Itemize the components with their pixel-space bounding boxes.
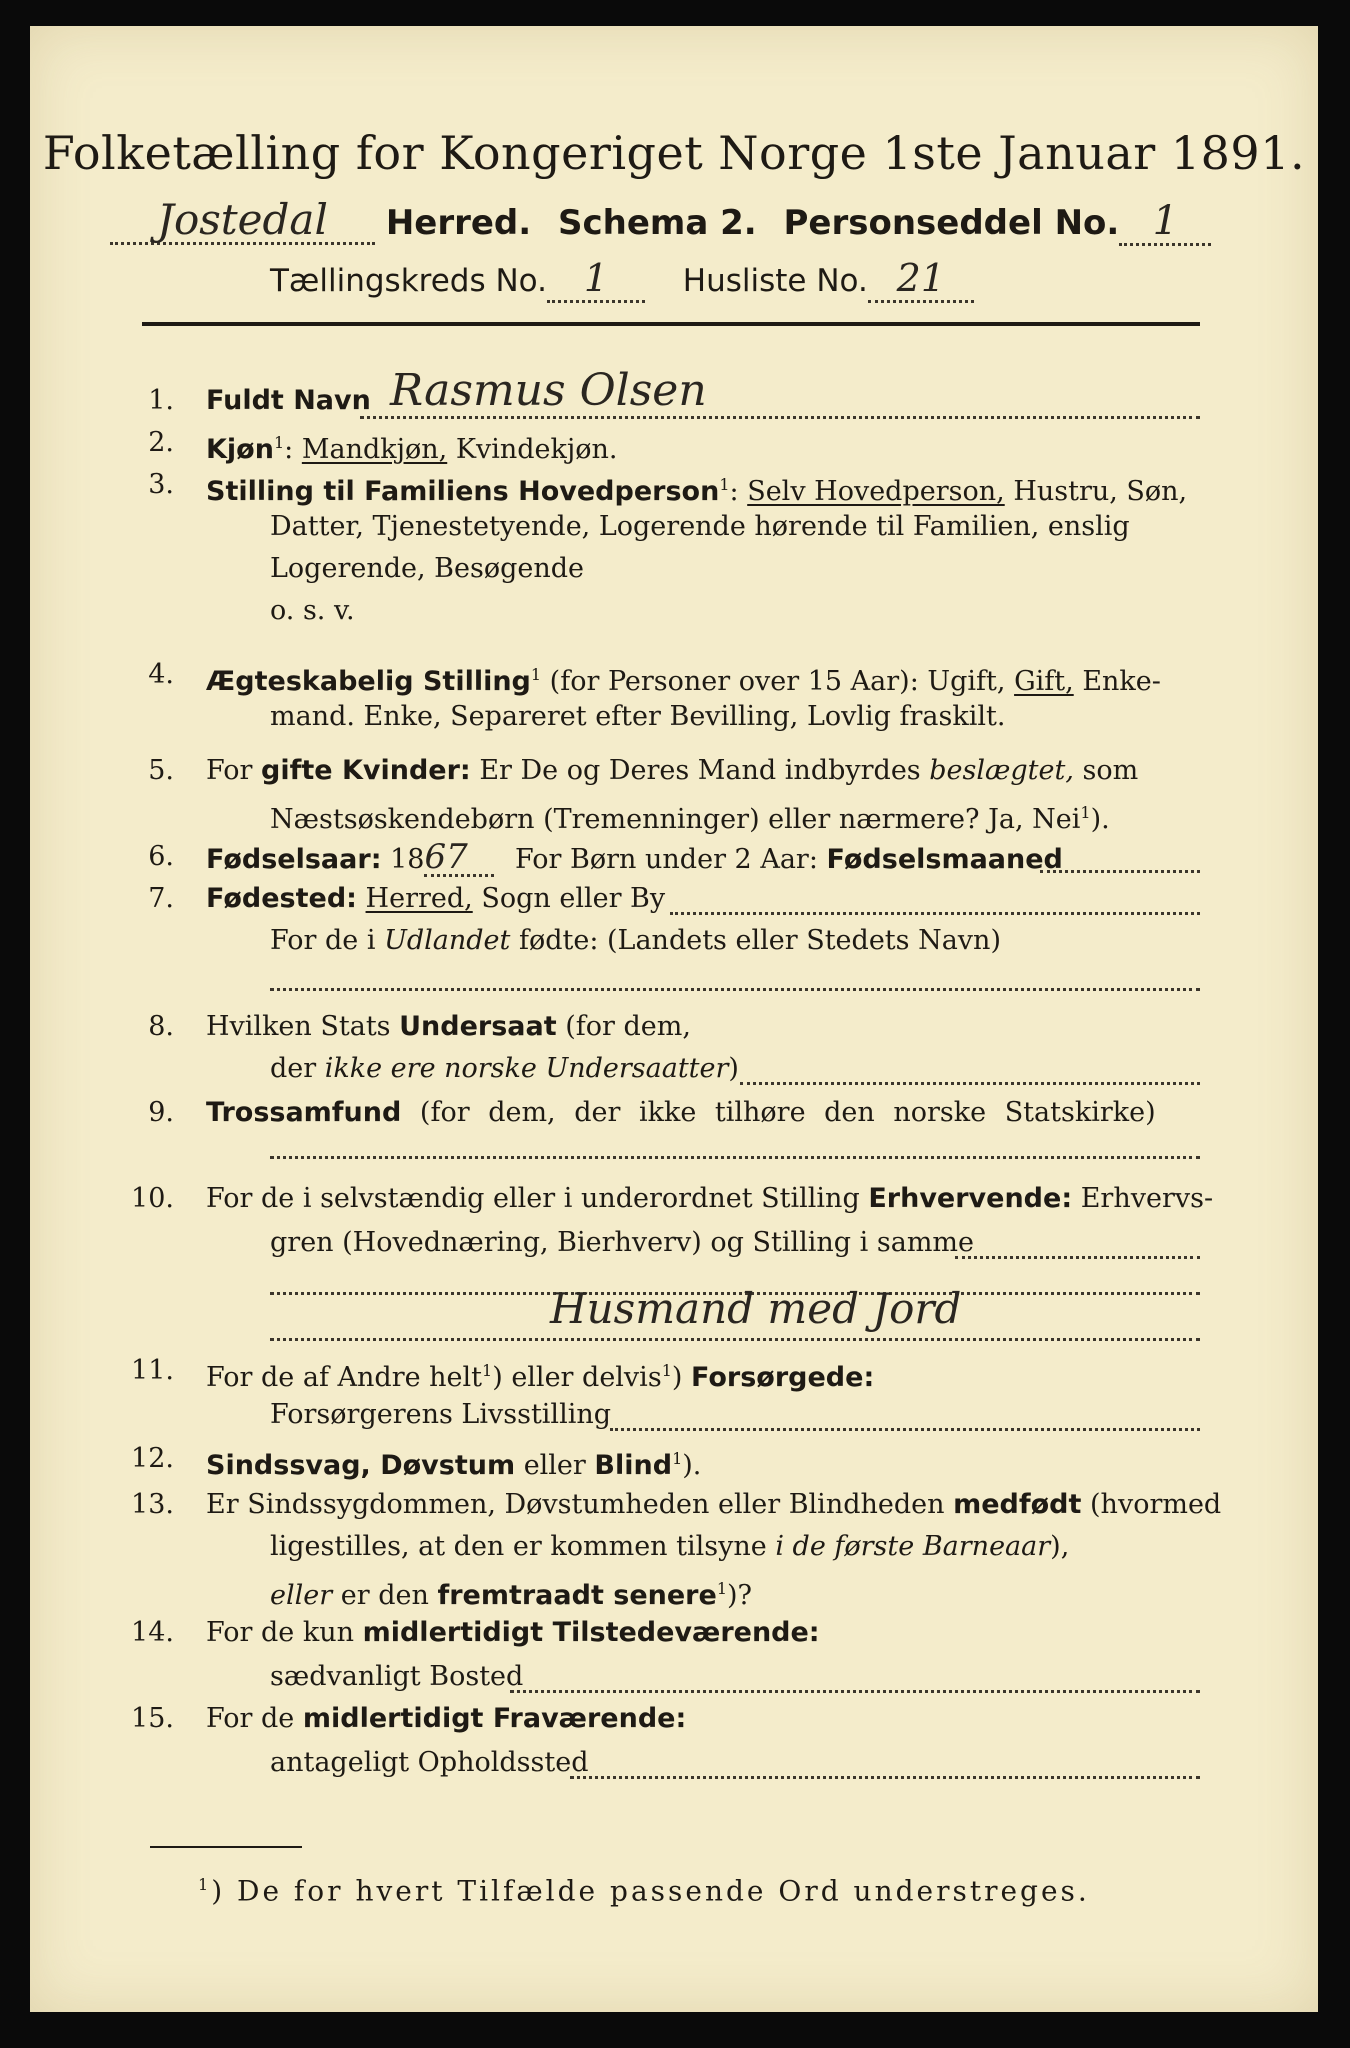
item1-row (206, 384, 371, 418)
item9-dotline (270, 1156, 1200, 1159)
item12-label: Sindssvag, Døvstum (206, 1450, 516, 1481)
item14-label: midlertidigt Tilstedeværende: (362, 1617, 820, 1648)
item6-year-handwritten: 67 (424, 840, 494, 877)
item14-dotline (510, 1690, 1200, 1693)
item6-row: Fødselsaar: 1867 For Børn under 2 Aar: Fødselsmaaned (206, 837, 1063, 877)
header-rule (142, 322, 1200, 326)
item7-label: Fødested: (206, 883, 357, 914)
item3-line2: Datter, Tjenestetyende, Logerende hørende til Familien, enslig (270, 511, 1130, 542)
item12-number: 12. (131, 1443, 174, 1474)
item1-dotline (360, 416, 1200, 419)
item12-row: Sindssvag, Døvstum eller Blind$^1$). (206, 1449, 702, 1481)
item2-row: Kjøn$^1$: Mandkjøn, Kvindekjøn. (206, 433, 618, 465)
item11-dotline (610, 1428, 1200, 1431)
item11-line2: Forsørgerens Livsstilling (270, 1399, 612, 1430)
item7-dotline2 (270, 988, 1200, 991)
item8-line2: der ikke ere norske Undersaatter) (270, 1053, 739, 1084)
item7-dotline (670, 912, 1200, 915)
item10-dotline (955, 1256, 1200, 1259)
item4-label: Ægteskabelig Stilling (206, 666, 531, 697)
personseddel-number: 1 (1119, 199, 1211, 246)
item8-dotline (740, 1082, 1200, 1085)
item15-number: 15. (131, 1703, 174, 1734)
item15-line2: antageligt Opholdssted (270, 1747, 589, 1778)
item13-row: Er Sindssygdommen, Døvstumheden eller Blindheden medfødt (hvormed (206, 1489, 1222, 1520)
item14-row: For de kun midlertidigt Tilstedeværende: (206, 1617, 820, 1648)
item4-selected: Gift, (1014, 666, 1074, 697)
item10-row: For de i selvstændig eller i underordnet Stilling Erhvervende: Erhvervs- (206, 1183, 1214, 1214)
herred-handwritten: Jostedal (110, 198, 375, 245)
item7-number: 7. (148, 883, 174, 914)
item11-number: 11. (131, 1355, 174, 1386)
item13-line2: ligestilles, at den er kommen tilsyne i de første Barneaar), (270, 1531, 1070, 1562)
item3-number: 3. (148, 469, 174, 500)
item10-dotline3 (270, 1338, 1200, 1341)
footnote: $^1$) De for hvert Tilfælde passende Ord understreges. (198, 1874, 1090, 1908)
husliste-number: 21 (868, 256, 974, 303)
item1-label: Fuldt Navn (206, 385, 371, 416)
kreds-line (270, 256, 974, 303)
item2-selected: Mandkjøn, (301, 434, 448, 465)
item8-row: Hvilken Stats Undersaat (for dem, (206, 1011, 691, 1042)
item8-label: Undersaat (399, 1011, 557, 1042)
item5-row: For gifte Kvinder: Er De og Deres Mand indbyrdes beslægtet, som (206, 755, 1139, 786)
item6-dotline (1040, 870, 1200, 873)
item9-number: 9. (148, 1097, 174, 1128)
item7-row: Fødested: Herred, Sogn eller By (206, 883, 666, 914)
herred-line (110, 195, 1211, 246)
item6-label2: Fødselsmaaned (826, 844, 1063, 875)
item7-line2: For de i Udlandet fødte: (Landets eller Stedets Navn) (270, 925, 1001, 956)
item1-name-handwritten: Rasmus Olsen (390, 365, 707, 416)
item13-line3: eller er den fremtraadt senere$^1$)? (270, 1579, 753, 1611)
item15-row: For de midlertidigt Fraværende: (206, 1703, 687, 1734)
item2-number: 2. (148, 427, 174, 458)
item3-label: Stilling til Familiens Hovedperson (206, 476, 720, 507)
item3-line3: Logerende, Besøgende (270, 553, 584, 584)
item14-line2: sædvanligt Bosted (270, 1661, 524, 1692)
item10-label: Erhvervende: (868, 1183, 1073, 1214)
item3-line4: o. s. v. (270, 595, 355, 626)
item2-label: Kjøn (206, 434, 274, 465)
form-title: Folketælling for Kongeriget Norge 1ste Januar 1891. (42, 126, 1306, 180)
schema-label: Schema 2. (558, 203, 757, 243)
item8-number: 8. (148, 1011, 174, 1042)
item9-label: Trossamfund (206, 1097, 402, 1128)
herred-label: Herred. (385, 203, 532, 243)
item11-row: For de af Andre helt$^1$) eller delvis$^1$) Forsørgede: (206, 1361, 875, 1393)
item13-label: medfødt (953, 1489, 1082, 1520)
item13-number: 13. (131, 1489, 174, 1520)
item3-selected: Selv Hovedperson, (747, 476, 1005, 507)
item3-row: Stilling til Familiens Hovedperson$^1$: Selv Hovedperson, Hustru, Søn, (206, 475, 1188, 507)
item6-label: Fødselsaar: (206, 844, 382, 875)
item4-line2: mand. Enke, Separeret efter Bevilling, Lovlig fraskilt. (270, 701, 1006, 732)
item5-line2: Næstsøskendebørn (Tremenninger) eller nærmere? Ja, Nei$^1$). (270, 803, 1110, 835)
item5-label: gifte Kvinder: (261, 755, 471, 786)
item11-label: Forsørgede: (691, 1362, 875, 1393)
kreds-label: Tællingskreds No. (270, 263, 547, 299)
personseddel-label: Personseddel No. (783, 203, 1120, 243)
item15-label: midlertidigt Fraværende: (302, 1703, 687, 1734)
census-form-sheet (30, 26, 1318, 2012)
item1-number: 1. (148, 385, 174, 416)
item10-occupation-handwritten: Husmand med Jord (550, 1284, 962, 1333)
item14-number: 14. (131, 1617, 174, 1648)
item4-number: 4. (148, 659, 174, 690)
item10-number: 10. (131, 1183, 174, 1214)
item10-line2: gren (Hovednæring, Bierhverv) og Stilling i samme (270, 1227, 975, 1258)
footnote-rule (150, 1846, 302, 1848)
kreds-number: 1 (547, 256, 645, 303)
item5-number: 5. (148, 755, 174, 786)
item6-number: 6. (148, 841, 174, 872)
item15-dotline (570, 1776, 1200, 1779)
item4-row: Ægteskabelig Stilling$^1$ (for Personer over 15 Aar): Ugift, Gift, Enke- (206, 665, 1161, 697)
husliste-label: Husliste No. (682, 263, 868, 299)
item9-row: Trossamfund (for dem, der ikke tilhøre den norske Statskirke) (206, 1097, 1156, 1128)
item7-selected: Herred, (365, 883, 473, 914)
